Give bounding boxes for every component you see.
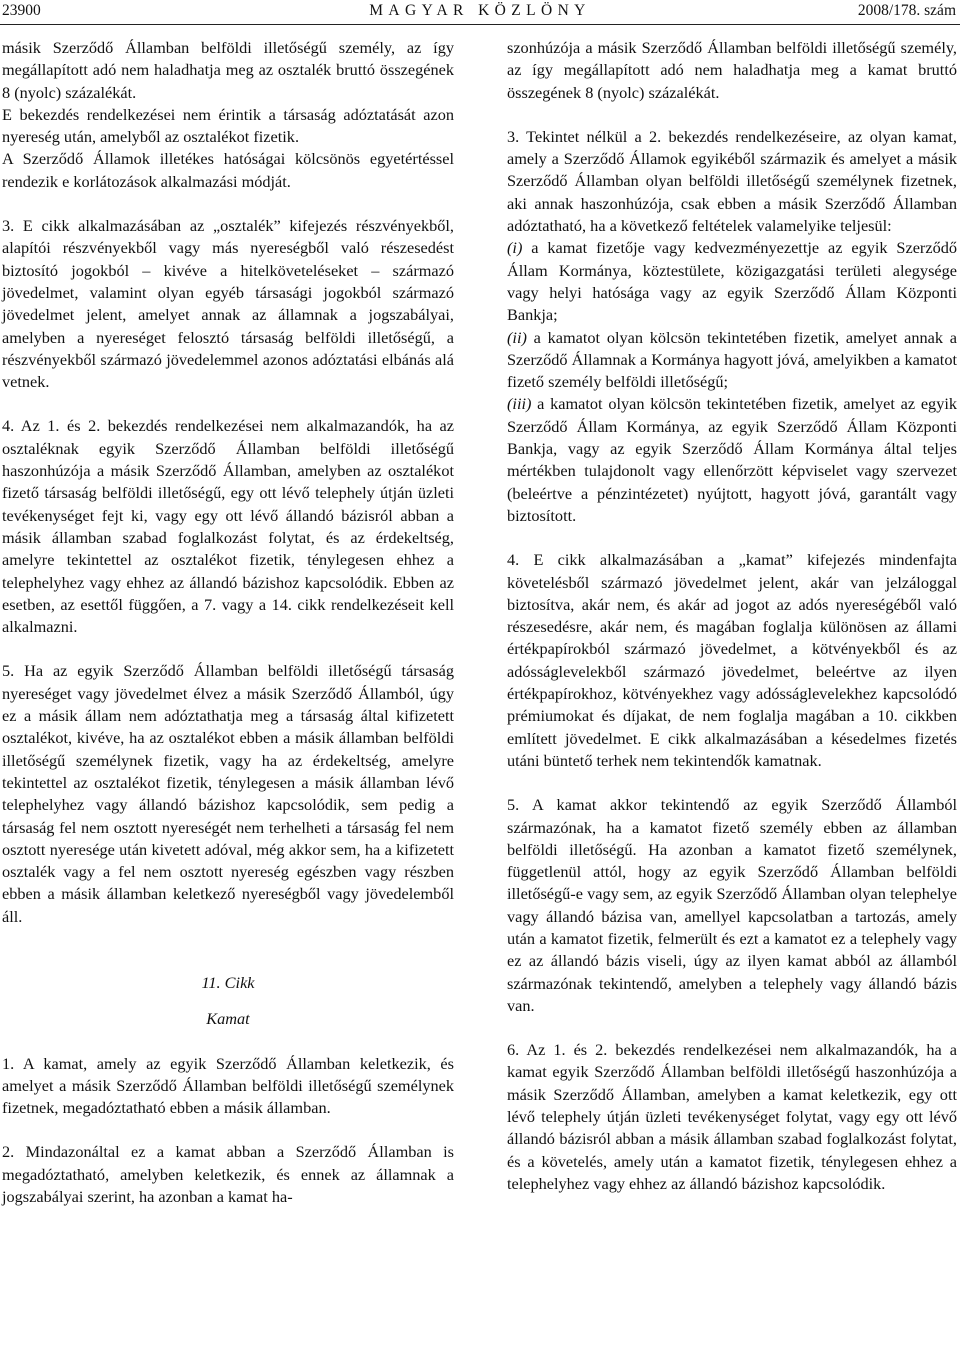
paragraph: 3. E cikk alkalmazásában az „osztalék” kifejezés részvényekből, alapítói részvényekből vagy más nyereségből való részesedést biztosító jogokból – kivéve a hitelköveteléseket – származó jövedelmet, valamint olyan egyéb társasági jogokból származó jövedelmet jelent, amelyet annak az államnak a jogszabályai, amelyben a nyereséget felosztó társaság belföldi illetőségű, a részvényekből származó jövedelemmel azonos adóztatási elbánás alá vetnek.	[2, 216, 454, 392]
paragraph: 5. A kamat akkor tekintendő az egyik Szerződő Államból származónak, ha a kamatot fizető személy ebben az államban belföldi illetőségű. Ha azonban a kamatot fizető személynek, függetlenül attól, hogy az egyik Szerződő Államban belföldi illetőségű-e vagy sem, az egyik Szerződő Államban olyan telephelye vagy állandó bázisa van, amellyel kapcsolatban a tartozás, amely után a kamatot fizetik, felmerült és ezt a kamatot ez a telephely vagy ez az állandó bázis viseli, úgy az ilyen kamat abból az államból származónak tekintendő, amelyben a telephely vagy állandó bázis van.	[507, 795, 957, 1015]
page-number: 23900	[2, 2, 41, 19]
issue-number: 2008/178. szám	[857, 2, 956, 19]
item-label: (iii)	[507, 394, 532, 414]
article-title: Kamat	[206, 1009, 250, 1029]
paragraph: 5. Ha az egyik Szerződő Államban belföldi illetőségű társaság nyereséget vagy jövedelmet élvez a másik Szerződő Államból, úgy ez a másik állam nem adóztathatja meg a társaság által kifizetett osztalékot, kivéve, ha az osztalékot ebben a másik államban belföldi illetőségű személynek fizetik, vagy ha az érdekeltség, amelyre tekintettel az osztalékot fizetik, ténylegesen a másik államban lévő telephelyhez vagy állandó bázishoz kapcsolódik, sem pedig a társaság fel nem osztott nyereségét nem terhelheti a társaság fel nem osztott nyeresége után kivetett adóval, még akkor sem, ha a kifizetett osztalék vagy a fel nem osztott nyereség egészben vagy részben ebben a másik államban keletkező nyereségből vagy jövedelemből áll.	[2, 661, 454, 926]
page-header	[0, 2, 960, 24]
left-column	[2, 37, 454, 1208]
paragraph: 2. Mindazonáltal ez a kamat abban a Szerződő Államban is megadóztatható, amelyben keletkezik, és ennek az államnak a jogszabályai szerint, ha azonban a kamat ha-	[2, 1142, 454, 1207]
right-column	[507, 37, 957, 1195]
item-label: (i)	[507, 238, 523, 258]
paragraph: szonhúzója a másik Szerződő Államban belföldi illetőségű személy, az így megállapított adó nem haladhatja meg a kamat bruttó összegének 8 (nyolc) százalékát.	[507, 38, 957, 102]
paragraph	[507, 237, 957, 326]
paragraph: 4. E cikk alkalmazásában a „kamat” kifejezés mindenfajta követelésből származó jövedelmet jelent, akár van jelzáloggal biztosítva, akár nem, és akár ad jogot az adós nyereségéből való részesedésre, akár nem, és magában foglalja különösen az állami értékpapírokból származó jövedelmet, a kötvényekből és az adósságlevelekből származó jövedelmet, beleértve az ilyen értékpapírokhoz, kötvényekhez vagy adósságlevelekhez kapcsolódó prémiumokat és díjakat, de nem foglalja magában a 10. cikkben említett jövedelmet. E cikk alkalmazásában a késedelmes fizetés utáni büntető terhek nem tekintendők kamatnak.	[507, 550, 957, 770]
paragraph	[507, 393, 957, 527]
paragraph: E bekezdés rendelkezései nem érintik a társaság adóztatását azon nyereség után, amelyből az osztalékot fizetik.	[2, 104, 454, 147]
paragraph	[507, 327, 957, 394]
paragraph: 3. Tekintet nélkül a 2. bekezdés rendelkezéseire, az olyan kamat, amely a Szerződő Államok egyikéből származik és amelyet a másik Szerződő Államban olyan belföldi illetőségű személynek fizetnek, aki annak haszonhúzója, csak ebben a másik Szerződő Államban adóztatható, ha a következő feltételek valamelyike teljesül:	[507, 126, 957, 236]
header-rule	[0, 24, 960, 25]
item-label: (ii)	[507, 327, 527, 347]
paragraph: A Szerződő Államok illetékes hatóságai kölcsönös egyetértéssel rendezik e korlátozások alkalmazási módját.	[2, 149, 454, 191]
article-number: 11. Cikk	[201, 972, 255, 992]
paragraph: 6. Az 1. és 2. bekezdés rendelkezései nem alkalmazandók, ha a kamat egyik Szerződő Államban belföldi illetőségű haszonhúzója a másik Szerződő Államban, amelyben a kamat keletkezik, egy ott lévő telephely útján üzleti tevékenységet folytat, vagy egy ott lévő állandó bázisról abban a másik államban szabad foglalkozást folytat, és a követelés, amely után a kamatot fizetik, ténylegesen ehhez a telephelyhez vagy ehhez az állandó bázishoz kapcsolódik.	[507, 1040, 957, 1193]
item-text: a kamatot olyan kölcsön tekintetében fizetik, amelyet az egyik Szerződő Állam Kormánya, az egyik Szerződő Állam Központi Bankja, vagy az egyik Szerződő Állam Kormánya által teljes mértékben tulajdonolt vagy ellenőrzött képviselet vagy szervezet (beleértve a pénzintézetet) nyújtott, hagyott jóvá, garantált vagy biztosított.	[507, 394, 957, 525]
journal-title: MAGYAR KÖZLÖNY	[369, 2, 591, 19]
paragraph: másik Szerződő Államban belföldi illetőségű személy, az így megállapított adó nem haladhatja meg az osztalék bruttó összegének 8 (nyolc) százalékát.	[2, 38, 454, 102]
paragraph: 1. A kamat, amely az egyik Szerződő Államban keletkezik, és amelyet a másik Szerződő Államban belföldi illetőségű személynek fizetnek, megadóztatható ebben a másik államban.	[2, 1053, 454, 1118]
item-text: a kamat fizetője vagy kedvezményezettje az egyik Szerződő Állam Kormánya, köztestülete, közigazgatási területi alegysége vagy helyi hatósága vagy az egyik Szerződő Állam Központi Bankja;	[507, 238, 957, 325]
paragraph: 4. Az 1. és 2. bekezdés rendelkezései nem alkalmazandók, ha az osztaléknak egyik Szerződő Államban belföldi illetőségű haszonhúzója a másik Szerződő Államban, amelyben az osztalékot fizető társaság belföldi illetőségű, egy ott lévő telephely útján üzleti tevékenységet fejt ki, vagy egy ott lévő állandó bázisról abban a másik államban szabad foglalkozást folytat, és az érdekeltség, amelyre tekintettel az osztalékot fizetik, ténylegesen ehhez a telephelyhez vagy ehhez az állandó bázishoz kapcsolódik. Ebben az esetben, az esettől függően, a 7. vagy a 14. cikk rendelkezéseit kell alkalmazni.	[2, 416, 454, 637]
item-text: a kamatot olyan kölcsön tekintetében fizetik, amelyet annak a Szerződő Államnak a Kormánya hagyott jóvá, amelyikben a kamatot fizető személy belföldi illetőségű;	[507, 327, 957, 392]
